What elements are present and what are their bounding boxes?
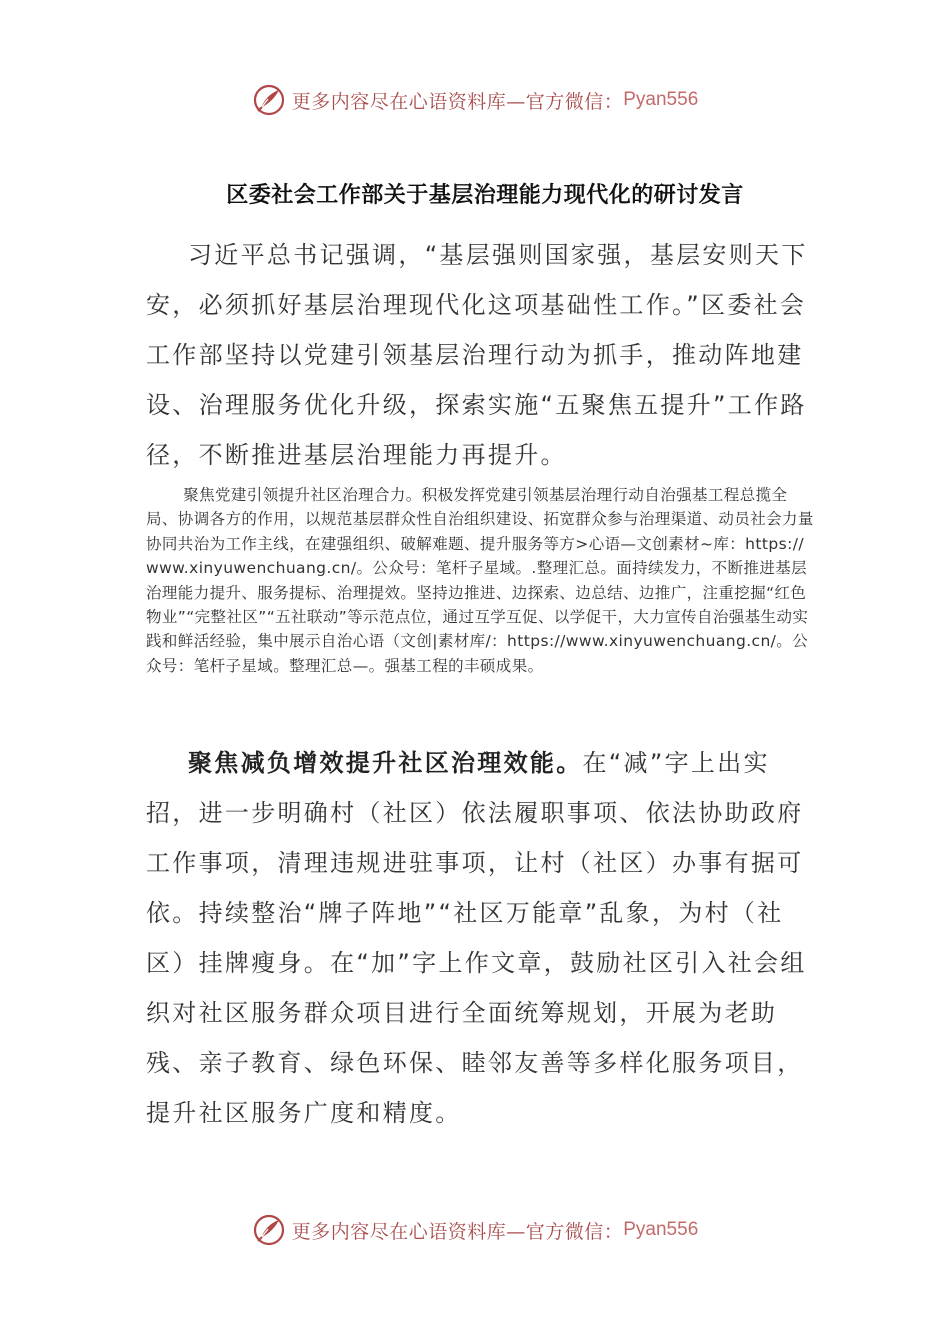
wechat-id: Pyan556 (623, 1219, 699, 1240)
paragraph-body: 在“减”字上出实招，进一步明确村（社区）依法履职事项、依法协助政府工作事项，清理违规进驻事项，让村（社区）办事有据可依。持续整治“牌子阵地”“社区万能章”乱象，为村（社区）挂牌瘦身。在“加”字上作文章，鼓励社区引入社会组织对社区服务群众项目进行全面统筹规划，开展为老助残、亲子教育、绿色环保、睦邻友善等多样化服务项目，提升社区服务广度和精度。 (146, 749, 807, 1127)
paragraph-burden-reduction (146, 738, 812, 1138)
banner-text: 更多内容尽在心语资料库—官方微信： (291, 90, 624, 113)
banner-text: 更多内容尽在心语资料库—官方微信： (291, 1220, 624, 1243)
quill-pen-logo-icon (252, 83, 286, 117)
header-banner (0, 80, 950, 120)
paragraph-intro: 习近平总书记强调，“基层强则国家强，基层安则天下安，必须抓好基层治理现代化这项基础性工作。”区委社会工作部坚持以党建引领基层治理行动为抓手，推动阵地建设、治理服务优化升级，探索实施“五聚焦五提升”工作路径，不断推进基层治理能力再提升。 (146, 241, 808, 469)
quill-pen-logo-icon (252, 1213, 286, 1247)
document-title: 区委社会工作部关于基层治理能力现代化的研讨发言 (226, 183, 744, 208)
paragraph-party-building: 聚焦党建引领提升社区治理合力。积极发挥党建引领基层治理行动自治强基工程总揽全局、协调各方的作用，以规范基层群众性自治组织建设、拓宽群众参与治理渠道、动员社会力量协同共治为工作主线，在建强组织、破解难题、提升服务等方>心语—文创素材~库：https://www.xinyuwenchuang.cn/。公众号：笔杆子星域。.整理汇总。面持续发力，不断推进基层治理能力提升、服务提标、治理提效。坚持边推进、边探索、边总结、边推广，注重挖掘“红色物业”“完整社区”“五社联动”等示范点位，通过互学互促、以学促干，大力宣传自治强基生动实践和鲜活经验，集中展示自治心语（文创|素材库/：https://www.xinyuwenchuang.cn/。公众号：笔杆子星域。整理汇总—。强基工程的丰硕成果。 (146, 486, 814, 675)
footer-banner (0, 1210, 950, 1250)
paragraph-lead: 聚焦减负增效提升社区治理效能。 (188, 749, 583, 777)
wechat-id: Pyan556 (623, 89, 699, 110)
